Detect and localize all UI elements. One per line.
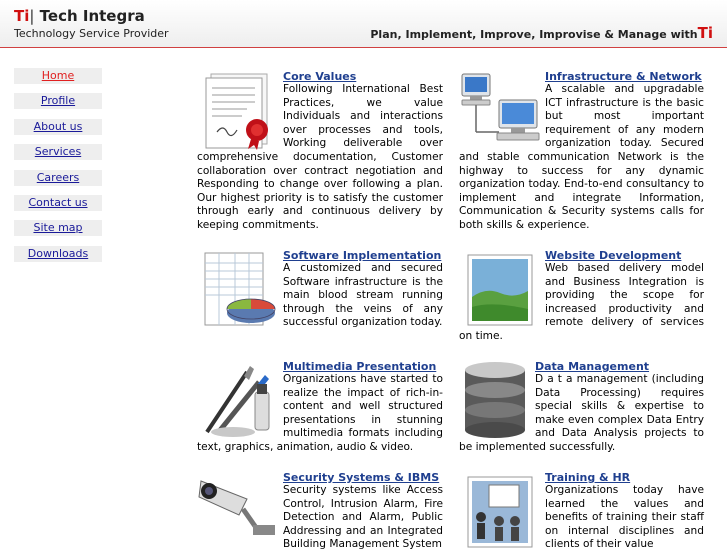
tagline-ti: Ti [697, 24, 713, 42]
site-header [0, 0, 727, 48]
card-infrastructure-network [459, 70, 704, 233]
landscape-picture-icon [459, 249, 541, 329]
brand-logo[interactable] [14, 7, 145, 25]
brand-separator: | [29, 7, 35, 25]
database-icon [459, 360, 531, 440]
card-text: A customized and secured Software infrastructure is the main blood stream running through the veins of any successful organization today. [283, 262, 443, 329]
card-title[interactable]: Multimedia Presentation [283, 360, 437, 373]
nav-item-services[interactable]: Services [14, 144, 102, 160]
card-title[interactable]: Data Management [535, 360, 650, 373]
tagline-text: Plan, Implement, Improve, Improvise & Manage with [370, 28, 698, 41]
nav-item-site-map[interactable]: Site map [14, 220, 102, 236]
card-text: Organizations have started to realize the impact of rich-in-content and well structured presentations in stunning multimedia formats including text, graphics, animation, audio & video. [197, 373, 443, 453]
card-text: D a t a management (including Data Processing) requires special skills & expertise to make even complex Data Entry and Data Analysis projects to be implemented successfully. [459, 373, 704, 453]
brand-name: Tech Integra [39, 7, 145, 25]
card-title[interactable]: Core Values [283, 70, 357, 83]
card-multimedia-presentation [197, 360, 443, 455]
card-title[interactable]: Website Development [545, 249, 682, 262]
card-text: Organizations today have learned the values and benefits of training their staff on internal disciplines and clients of their value [545, 484, 704, 551]
card-text: Security systems like Access Control, Intrusion Alarm, Fire Detection and Alarm, Public Addressing and an Integrated Building Management System [283, 484, 443, 551]
nav-item-downloads[interactable]: Downloads [14, 246, 102, 262]
card-security-systems [197, 471, 443, 552]
card-website-development [459, 249, 704, 344]
nav-item-contact-us[interactable]: Contact us [14, 195, 102, 211]
spreadsheet-chart-icon [197, 249, 279, 329]
card-text: Following International Best Practices, we value Individuals and interactions over processes and tools, Working deliverable over comprehensive documentation, Customer collaboration over contract negotiation and Responding to change over following a plan. Our highest priority is to satisfy the customer through early and continuous delivery by keeping commitments. [197, 83, 443, 231]
paint-brushes-icon [197, 360, 279, 440]
nav-item-home[interactable]: Home [14, 68, 102, 84]
brand-ti: Ti [14, 7, 30, 25]
card-title[interactable]: Security Systems & IBMS [283, 471, 440, 484]
card-title[interactable]: Software Implementation [283, 249, 442, 262]
card-training-hr [459, 471, 704, 552]
brand-subtitle: Technology Service Provider [14, 27, 169, 40]
card-text: Web based delivery model and Business Integration is providing the scope for increased productivity and remote delivery of services on time. [459, 262, 704, 342]
nav-item-careers[interactable]: Careers [14, 170, 102, 186]
nav-item-about-us[interactable]: About us [14, 119, 102, 135]
card-title[interactable]: Infrastructure & Network [545, 70, 702, 83]
security-camera-icon [197, 471, 279, 551]
presentation-training-icon [459, 471, 541, 551]
card-data-management [459, 360, 704, 455]
card-core-values [197, 70, 443, 233]
nav-item-profile[interactable]: Profile [14, 93, 102, 109]
computer-network-icon [459, 70, 541, 150]
sidebar-nav [14, 68, 102, 271]
card-software-implementation [197, 249, 443, 330]
card-text: A scalable and upgradable ICT infrastructure is the basic but most important requirement of any modern organization today. Secured and stable communication Network is the highway to success for any dynamic organization today. End-to-end consultancy to implement and integrate Information, Communication & Security systems calls for both skills & experience. [459, 83, 704, 231]
tagline [370, 24, 713, 42]
card-title[interactable]: Training & HR [545, 471, 631, 484]
certificate-icon [197, 70, 279, 150]
